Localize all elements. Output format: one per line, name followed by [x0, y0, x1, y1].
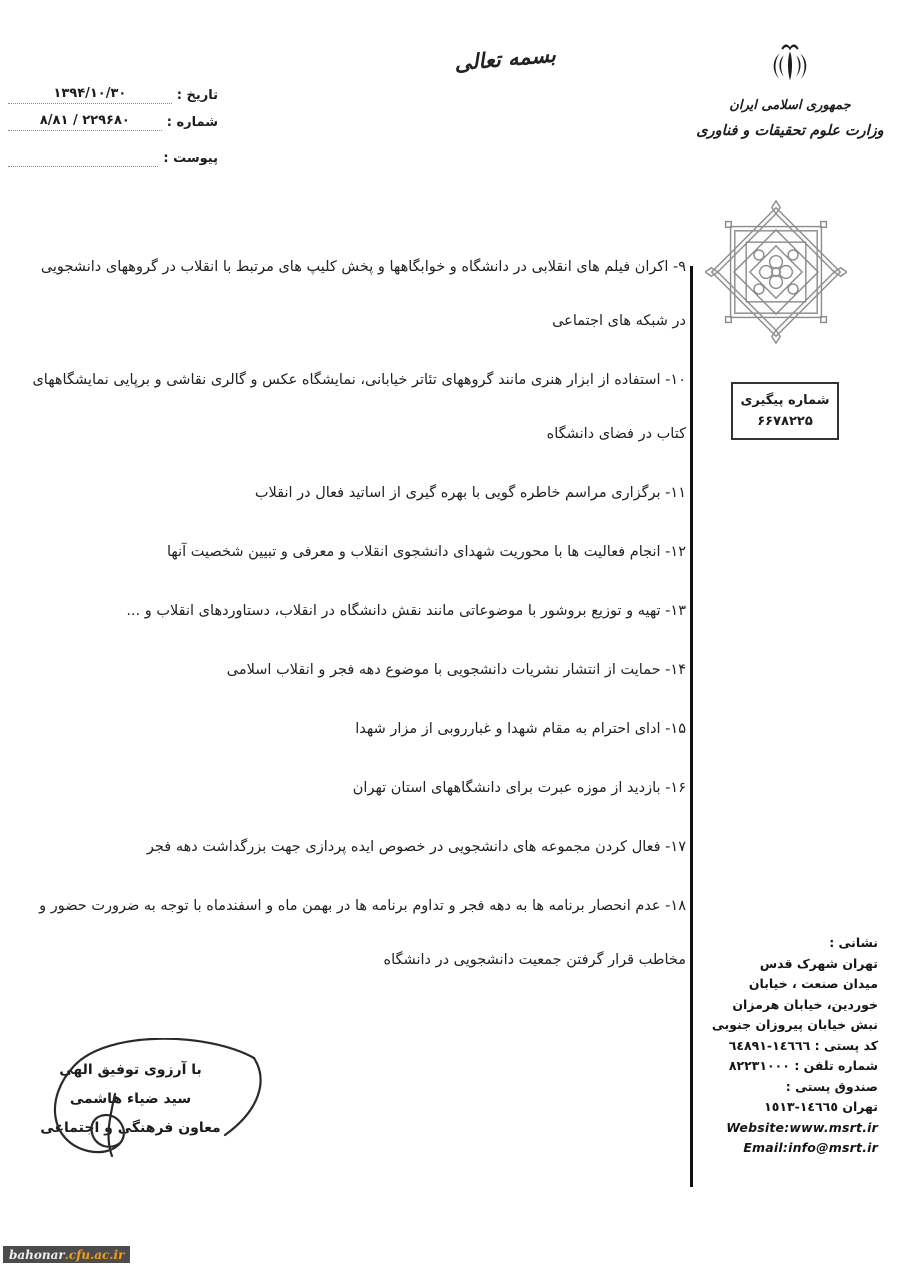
- pobox-city: تهران: [842, 1099, 878, 1114]
- body-line: ۱۶- بازدید از موزه عبرت برای دانشگاههای استان تهران: [352, 780, 686, 796]
- body-line: ۱۲- انجام فعالیت ها با محوریت شهدای دانشجوی انقلاب و معرفی و تبیین شخصیت آنها: [167, 544, 686, 560]
- country-name: جمهوری اسلامی ایران: [729, 98, 851, 113]
- list-item-10: [16, 353, 686, 461]
- letterhead-meta: [8, 86, 218, 176]
- tracking-label: شماره پیگیری: [740, 392, 830, 408]
- attachment-label: پیوست :: [163, 151, 218, 166]
- number-label: شماره :: [166, 115, 218, 130]
- address-line: تهران شهرک قدس: [759, 955, 878, 971]
- tracking-number-box: [731, 382, 839, 440]
- date-dotted-line: [8, 86, 172, 104]
- besmellah-text: بسمه تعالی: [453, 41, 557, 76]
- signature-blessing: با آرزوی توفیق الهی: [59, 1062, 202, 1078]
- watermark-domain: .cfu.ac.ir: [64, 1247, 125, 1262]
- body-line: مخاطب قرار گرفتن جمعیت دانشجویی در دانشگاه: [383, 952, 686, 968]
- date-row: [8, 86, 218, 104]
- ministry-brand: [695, 38, 885, 139]
- signatory-title: معاون فرهنگی و اجتماعی: [40, 1120, 221, 1136]
- list-item-12: [16, 525, 686, 579]
- list-item-9: [16, 240, 686, 348]
- list-item-18: [16, 879, 686, 987]
- phone-line: [698, 1056, 878, 1077]
- postal-code-value: ١٤٦٦٦-٦٤٨٩١: [728, 1037, 811, 1053]
- address-line: نبش خیابان پیروزان جنوبی: [711, 1017, 878, 1032]
- website-line: Website:www.msrt.ir: [726, 1119, 878, 1135]
- letter-body: [16, 240, 686, 992]
- date-label: تاریخ :: [176, 88, 218, 103]
- ministry-name: وزارت علوم تحقیقات و فناوری: [696, 123, 884, 139]
- vertical-divider-line: [690, 266, 693, 1187]
- body-line: در شبکه های اجتماعی: [552, 313, 686, 329]
- body-line: ۱۵- ادای احترام به مقام شهدا و غبارروبی از مزار شهدا: [355, 721, 686, 737]
- attachment-dotted-line: [8, 149, 158, 167]
- attachment-row: [8, 149, 218, 167]
- footer-address-block: [698, 933, 878, 1159]
- list-item-11: [16, 466, 686, 520]
- tracking-number: ۶۶۷۸۲۲۵: [757, 414, 813, 429]
- postal-code-label: کد پستی :: [814, 1037, 878, 1053]
- list-item-14: [16, 643, 686, 697]
- date-value: ۱۳۹۴/۱۰/۳۰: [53, 86, 127, 101]
- number-row: [8, 113, 218, 131]
- number-value: ۸/۸۱ / ۲۲۹۶۸۰: [39, 113, 130, 128]
- email-line: Email:info@msrt.ir: [743, 1140, 878, 1155]
- postal-code-line: [698, 1036, 878, 1057]
- body-line: ۱۷- فعال کردن مجموعه های دانشجویی در خصوص ایده پردازی جهت بزرگداشت دهه فجر: [146, 839, 686, 855]
- body-line: ۱۰- استفاده از ابزار هنری مانند گروههای تئاتر خیابانی، نمایشگاه عکس و گالری نقاشی و برپایی نمایشگاههای: [32, 372, 686, 388]
- address-title: نشانی :: [829, 935, 878, 950]
- address-line: میدان صنعت ، خیابان: [748, 976, 878, 991]
- body-line: ۱۳- تهیه و توزیع بروشور با موضوعاتی مانند نقش دانشگاه در انقلاب، دستاوردهای انقلاب و ...: [126, 603, 686, 619]
- watermark-bar: [3, 1246, 130, 1263]
- signature-block: [28, 1056, 233, 1143]
- body-line: ۱۱- برگزاری مراسم خاطره گویی با بهره گیری از اساتید فعال در انقلاب: [254, 485, 686, 501]
- ornament-medallion-icon: [705, 198, 847, 346]
- number-dotted-line: [8, 113, 162, 131]
- list-item-13: [16, 584, 686, 638]
- body-line: کتاب در فضای دانشگاه: [546, 426, 686, 442]
- phone-label: شماره تلفن :: [794, 1058, 878, 1073]
- pobox-value: ١٤٦٦٥-١٥١٣: [764, 1099, 838, 1114]
- iran-national-emblem-icon: [767, 38, 813, 88]
- address-line: خوردین، خیابان هرمزان: [732, 996, 878, 1012]
- list-item-16: [16, 761, 686, 815]
- pobox-value-line: [698, 1097, 878, 1118]
- signatory-name: سید ضیاء هاشمی: [69, 1091, 192, 1107]
- list-item-15: [16, 702, 686, 756]
- pobox-label-line: صندوق پستی :: [785, 1078, 878, 1094]
- phone-value: ٨٢٢٣١٠٠٠: [728, 1058, 790, 1073]
- body-line: ۱۴- حمایت از انتشار نشریات دانشجویی با موضوع دهه فجر و انقلاب اسلامی: [226, 662, 686, 678]
- list-item-17: [16, 820, 686, 874]
- body-line: ۱۸- عدم انحصار برنامه ها به دهه فجر و تداوم برنامه ها در بهمن ماه و اسفندماه با توجه به ضرورت حضور و: [39, 898, 686, 914]
- watermark-site: bahonar: [9, 1247, 65, 1262]
- body-line: ۹- اکران فیلم های انقلابی در دانشگاه و خوابگاهها و پخش کلیپ های مرتبط با انقلاب در گروههای دانشجویی: [40, 259, 686, 275]
